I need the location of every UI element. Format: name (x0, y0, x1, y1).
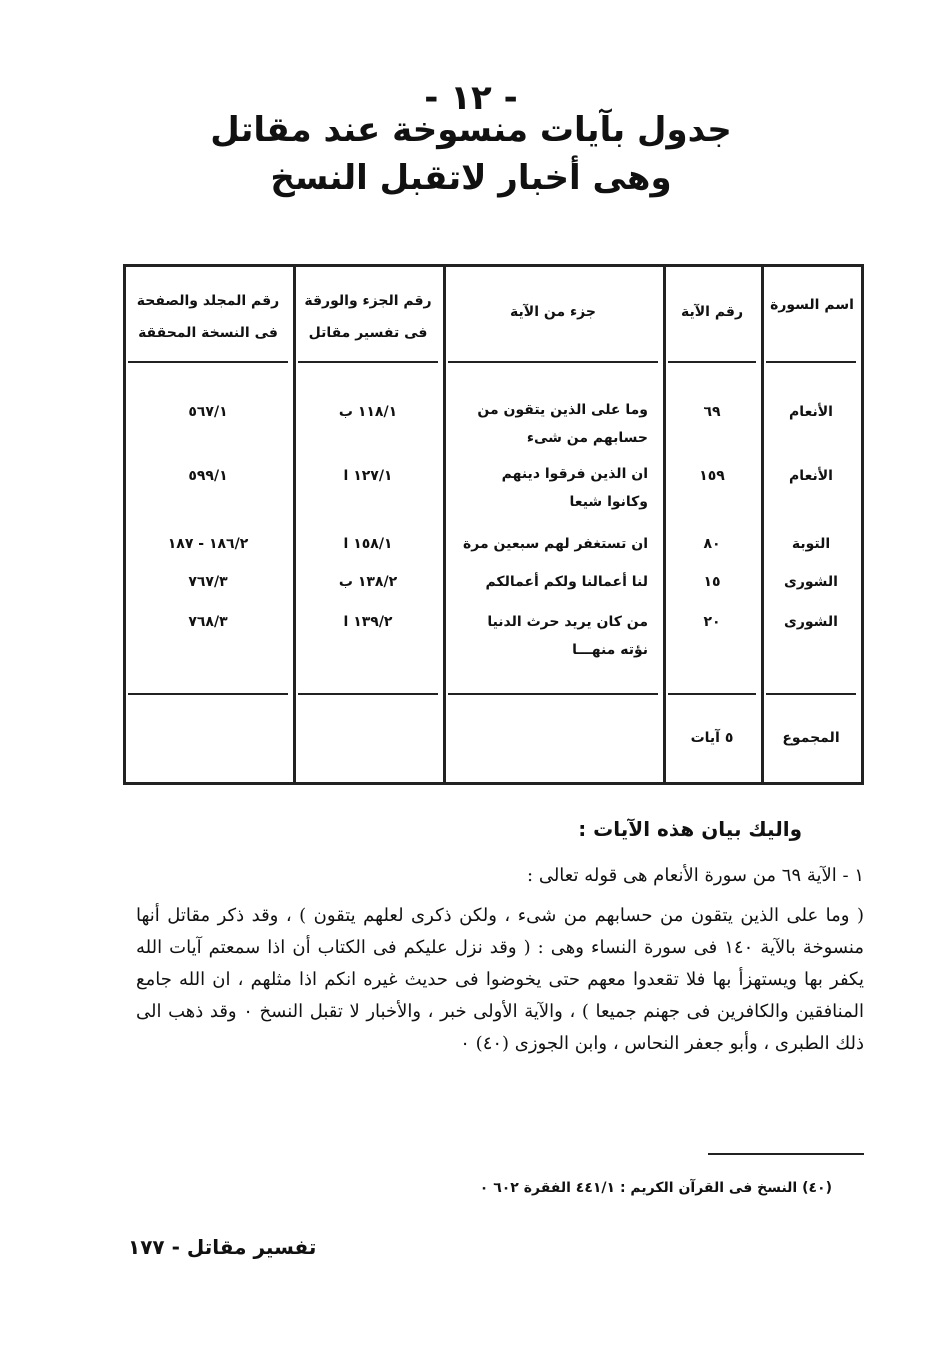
title-line-1: جدول بآيات منسوخة عند مقاتل (210, 110, 732, 150)
row-1-ayah-part-2: حسابهم من شىء (526, 430, 648, 446)
title-line-2: وهى أخبار لاتقبل النسخ (270, 158, 672, 198)
row-5-ayah-part-2: نؤته منهـــا (572, 642, 648, 658)
row-3-ayah-part-1: ان تستغفر لهم سبعين مرة (463, 536, 648, 552)
row-5-juz-leaf: ١٣٩/٢ ا (343, 614, 393, 630)
header-ayah-no: رقم الآية (680, 304, 744, 320)
header-juz-leaf: رقم الجزء والورقة فى تفسير مقاتل (304, 293, 432, 341)
header-surah: اسم السورة (770, 297, 854, 313)
page-footer: تفسير مقاتل - ١٧٧ (128, 1235, 317, 1259)
row-2-ayah-part-2: وكانوا شيعا (569, 494, 648, 510)
row-5-surah: الشورى (784, 614, 838, 630)
header-vol-page: رقم المجلد والصفحة فى النسخة المحققة (136, 293, 280, 341)
total-label: المجموع (782, 730, 840, 746)
row-3-surah: التوبة (791, 536, 831, 552)
row-3-juz-leaf: ١٥٨/١ ا (343, 536, 393, 552)
row-1-vol-page: ٥٦٧/١ (188, 404, 228, 420)
page-number: - ١٢ - (424, 78, 518, 118)
row-2-juz-leaf: ١٢٧/١ ا (343, 468, 393, 484)
row-1-ayah-part-1: وما على الذين يتقون من (477, 402, 648, 418)
row-2-ayah-part-1: ان الذين فرقوا دينهم (501, 466, 648, 482)
header-ayah-part: جزء من الآية (510, 304, 596, 320)
row-1-juz-leaf: ١١٨/١ ب (338, 404, 398, 420)
row-1-surah: الأنعام (789, 404, 833, 420)
row-3-vol-page: ١٨٦/٢ - ١٨٧ (167, 536, 249, 552)
row-4-surah: الشورى (784, 574, 838, 590)
row-4-ayah-part-1: لنا أعمالنا ولكم أعمالكم (485, 574, 648, 590)
row-4-ayah-no: ١٥ (703, 574, 721, 590)
footnote: (٤٠) النسخ فى القرآن الكريم : ٤٤١/١ الفقرة ٦٠٢ ٠ (479, 1180, 832, 1196)
total-value: ٥ آيات (690, 730, 734, 746)
row-5-ayah-part-1: من كان يريد حرث الدنيا (487, 614, 648, 630)
row-1-ayah-no: ٦٩ (703, 404, 721, 420)
row-2-surah: الأنعام (789, 468, 833, 484)
paragraph-1: ١ - الآية ٦٩ من سورة الأنعام هى قوله تعالى : (527, 865, 864, 886)
row-4-juz-leaf: ١٣٨/٢ ب (338, 574, 398, 590)
paragraph-2: ( وما على الذين يتقون من حسابهم من شىء ، ولكن ذكرى لعلهم يتقون ) ، وقد ذكر مقاتل أنها منسوخة بالآية ١٤٠ فى سورة النساء وهى : ( وقد نزل عليكم فى الكتاب أن اذا سمعتم آيات الله يكفر بها ويستهزأ بها فلا تقعدوا معهم حتى يخوضوا فى حديث غيره انكم اذا مثلهم ، ان الله جامع المنافقين والكافرين فى جهنم جميعا ) ، والآية الأولى خبر ، والأخبار لا تقبل النسخ ٠ وقد ذهب الى ذلك الطبرى ، وأبو جعفر النحاس ، وابن الجوزى (٤٠) ٠ (136, 905, 865, 1054)
row-2-vol-page: ٥٩٩/١ (188, 468, 228, 484)
row-5-ayah-no: ٢٠ (703, 614, 721, 630)
intro-heading: واليك بيان هذه الآيات : (578, 817, 802, 841)
row-5-vol-page: ٧٦٨/٣ (188, 614, 228, 630)
row-4-vol-page: ٧٦٧/٣ (188, 574, 228, 590)
row-3-ayah-no: ٨٠ (703, 536, 721, 552)
row-2-ayah-no: ١٥٩ (699, 468, 725, 484)
footnote-divider (708, 1153, 864, 1155)
abrogated-verses-table (123, 264, 864, 785)
